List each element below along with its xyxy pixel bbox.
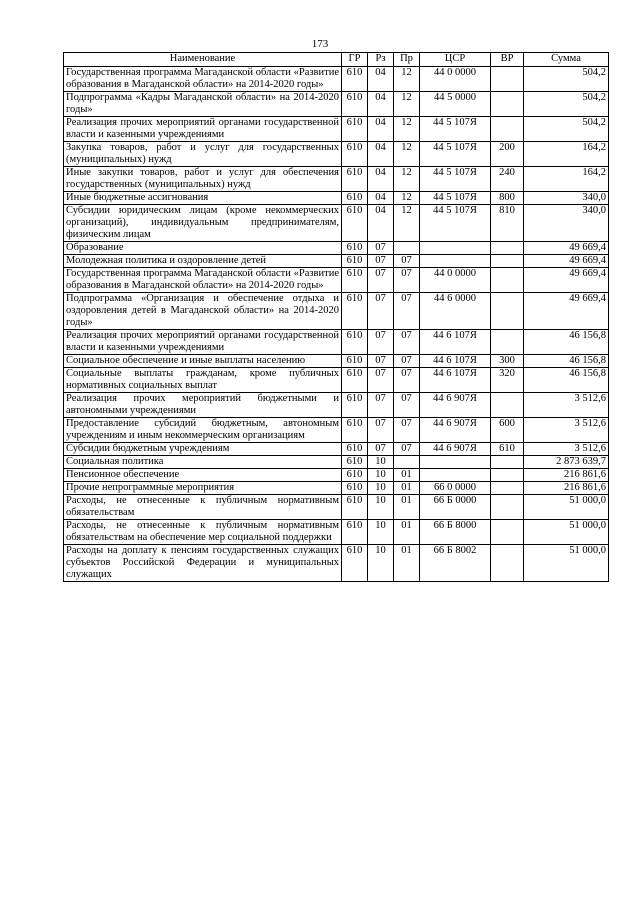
cell-vr bbox=[491, 520, 524, 545]
cell-gr: 610 bbox=[342, 495, 368, 520]
cell-sum: 504,2 bbox=[524, 117, 609, 142]
cell-gr: 610 bbox=[342, 167, 368, 192]
cell-csr: 44 6 107Я bbox=[420, 330, 491, 355]
cell-csr: 44 5 107Я bbox=[420, 142, 491, 167]
cell-pr: 12 bbox=[394, 67, 420, 92]
cell-name: Реализация прочих мероприятий органами государственной власти и казенными учреждениями bbox=[64, 117, 342, 142]
header-name: Наименование bbox=[64, 53, 342, 67]
cell-vr bbox=[491, 545, 524, 582]
cell-csr: 44 6 907Я bbox=[420, 393, 491, 418]
cell-csr: 44 6 107Я bbox=[420, 368, 491, 393]
cell-rz: 07 bbox=[368, 393, 394, 418]
cell-rz: 07 bbox=[368, 355, 394, 368]
cell-csr bbox=[420, 456, 491, 469]
cell-name: Пенсионное обеспечение bbox=[64, 469, 342, 482]
table-row bbox=[64, 418, 609, 443]
table-row bbox=[64, 142, 609, 167]
cell-gr: 610 bbox=[342, 520, 368, 545]
cell-pr: 12 bbox=[394, 205, 420, 242]
cell-pr: 12 bbox=[394, 192, 420, 205]
cell-vr bbox=[491, 495, 524, 520]
cell-pr: 07 bbox=[394, 293, 420, 330]
table-row bbox=[64, 192, 609, 205]
header-rz: Рз bbox=[368, 53, 394, 67]
cell-rz: 10 bbox=[368, 545, 394, 582]
cell-vr bbox=[491, 456, 524, 469]
cell-vr: 800 bbox=[491, 192, 524, 205]
cell-name: Субсидии бюджетным учреждениям bbox=[64, 443, 342, 456]
cell-rz: 10 bbox=[368, 520, 394, 545]
table-row bbox=[64, 355, 609, 368]
table-row bbox=[64, 456, 609, 469]
header-row bbox=[64, 53, 609, 67]
cell-sum: 49 669,4 bbox=[524, 293, 609, 330]
table-row bbox=[64, 255, 609, 268]
cell-pr: 07 bbox=[394, 393, 420, 418]
cell-name: Расходы, не отнесенные к публичным нормативным обязательствам на обеспечение мер социальной поддержки bbox=[64, 520, 342, 545]
cell-vr: 200 bbox=[491, 142, 524, 167]
cell-rz: 07 bbox=[368, 443, 394, 456]
cell-csr: 44 6 907Я bbox=[420, 443, 491, 456]
cell-rz: 04 bbox=[368, 67, 394, 92]
cell-csr: 44 5 107Я bbox=[420, 167, 491, 192]
cell-gr: 610 bbox=[342, 268, 368, 293]
cell-sum: 3 512,6 bbox=[524, 418, 609, 443]
cell-name: Государственная программа Магаданской области «Развитие образования в Магаданской области» на 2014-2020 годы» bbox=[64, 67, 342, 92]
cell-sum: 49 669,4 bbox=[524, 268, 609, 293]
cell-rz: 10 bbox=[368, 469, 394, 482]
cell-rz: 07 bbox=[368, 330, 394, 355]
cell-name: Подпрограмма «Кадры Магаданской области» на 2014-2020 годы» bbox=[64, 92, 342, 117]
cell-sum: 216 861,6 bbox=[524, 469, 609, 482]
cell-gr: 610 bbox=[342, 482, 368, 495]
cell-sum: 51 000,0 bbox=[524, 545, 609, 582]
cell-sum: 51 000,0 bbox=[524, 520, 609, 545]
cell-sum: 51 000,0 bbox=[524, 495, 609, 520]
cell-sum: 3 512,6 bbox=[524, 443, 609, 456]
cell-name: Прочие непрограммные мероприятия bbox=[64, 482, 342, 495]
cell-gr: 610 bbox=[342, 393, 368, 418]
cell-sum: 216 861,6 bbox=[524, 482, 609, 495]
cell-rz: 10 bbox=[368, 482, 394, 495]
table-row bbox=[64, 205, 609, 242]
table-row bbox=[64, 393, 609, 418]
cell-name: Молодежная политика и оздоровление детей bbox=[64, 255, 342, 268]
cell-name: Социальная политика bbox=[64, 456, 342, 469]
cell-pr: 07 bbox=[394, 330, 420, 355]
header-sum: Сумма bbox=[524, 53, 609, 67]
cell-sum: 46 156,8 bbox=[524, 355, 609, 368]
cell-pr: 01 bbox=[394, 495, 420, 520]
cell-sum: 164,2 bbox=[524, 167, 609, 192]
cell-pr: 01 bbox=[394, 520, 420, 545]
cell-gr: 610 bbox=[342, 443, 368, 456]
table-row bbox=[64, 92, 609, 117]
cell-rz: 04 bbox=[368, 117, 394, 142]
cell-rz: 04 bbox=[368, 167, 394, 192]
cell-csr: 44 5 0000 bbox=[420, 92, 491, 117]
table-row bbox=[64, 330, 609, 355]
table-row bbox=[64, 482, 609, 495]
cell-pr: 01 bbox=[394, 482, 420, 495]
cell-pr bbox=[394, 456, 420, 469]
table-row bbox=[64, 545, 609, 582]
cell-name: Закупка товаров, работ и услуг для государственных (муниципальных) нужд bbox=[64, 142, 342, 167]
cell-sum: 504,2 bbox=[524, 92, 609, 117]
cell-rz: 10 bbox=[368, 495, 394, 520]
cell-name: Реализация прочих мероприятий органами государственной власти и казенными учреждениями bbox=[64, 330, 342, 355]
cell-csr bbox=[420, 255, 491, 268]
table-row bbox=[64, 117, 609, 142]
cell-sum: 49 669,4 bbox=[524, 242, 609, 255]
cell-csr: 44 5 107Я bbox=[420, 192, 491, 205]
cell-pr: 07 bbox=[394, 255, 420, 268]
cell-name: Субсидии юридическим лицам (кроме некоммерческих организаций), индивидуальным предпринимателям, физическим лицам bbox=[64, 205, 342, 242]
cell-gr: 610 bbox=[342, 456, 368, 469]
cell-gr: 610 bbox=[342, 142, 368, 167]
cell-rz: 07 bbox=[368, 293, 394, 330]
cell-vr bbox=[491, 393, 524, 418]
cell-sum: 164,2 bbox=[524, 142, 609, 167]
table-row bbox=[64, 242, 609, 255]
cell-gr: 610 bbox=[342, 469, 368, 482]
cell-csr: 44 6 0000 bbox=[420, 293, 491, 330]
cell-rz: 07 bbox=[368, 268, 394, 293]
cell-sum: 3 512,6 bbox=[524, 393, 609, 418]
cell-name: Социальные выплаты гражданам, кроме публичных нормативных социальных выплат bbox=[64, 368, 342, 393]
table-body bbox=[64, 67, 609, 582]
cell-rz: 07 bbox=[368, 368, 394, 393]
table-row bbox=[64, 67, 609, 92]
cell-csr: 44 6 907Я bbox=[420, 418, 491, 443]
cell-name: Иные закупки товаров, работ и услуг для обеспечения государственных (муниципальных) нужд bbox=[64, 167, 342, 192]
cell-csr bbox=[420, 469, 491, 482]
cell-csr: 66 Б 8002 bbox=[420, 545, 491, 582]
cell-name: Образование bbox=[64, 242, 342, 255]
cell-sum: 46 156,8 bbox=[524, 368, 609, 393]
cell-sum: 46 156,8 bbox=[524, 330, 609, 355]
cell-gr: 610 bbox=[342, 355, 368, 368]
cell-gr: 610 bbox=[342, 67, 368, 92]
cell-pr bbox=[394, 242, 420, 255]
cell-sum: 504,2 bbox=[524, 67, 609, 92]
page-number: 173 bbox=[311, 38, 329, 50]
cell-gr: 610 bbox=[342, 117, 368, 142]
cell-pr: 12 bbox=[394, 167, 420, 192]
cell-vr bbox=[491, 268, 524, 293]
cell-csr: 44 0 0000 bbox=[420, 268, 491, 293]
cell-csr: 44 5 107Я bbox=[420, 205, 491, 242]
cell-csr: 66 Б 8000 bbox=[420, 520, 491, 545]
cell-vr bbox=[491, 255, 524, 268]
cell-gr: 610 bbox=[342, 368, 368, 393]
cell-gr: 610 bbox=[342, 205, 368, 242]
cell-name: Социальное обеспечение и иные выплаты населению bbox=[64, 355, 342, 368]
cell-pr: 12 bbox=[394, 142, 420, 167]
cell-vr: 240 bbox=[491, 167, 524, 192]
cell-vr bbox=[491, 92, 524, 117]
cell-rz: 07 bbox=[368, 242, 394, 255]
cell-csr: 66 Б 0000 bbox=[420, 495, 491, 520]
cell-sum: 340,0 bbox=[524, 192, 609, 205]
cell-vr bbox=[491, 242, 524, 255]
header-csr: ЦСР bbox=[420, 53, 491, 67]
cell-name: Реализация прочих мероприятий бюджетными и автономными учреждениями bbox=[64, 393, 342, 418]
cell-rz: 07 bbox=[368, 418, 394, 443]
cell-name: Расходы, не отнесенные к публичным нормативным обязательствам bbox=[64, 495, 342, 520]
header-gr: ГР bbox=[342, 53, 368, 67]
cell-pr: 07 bbox=[394, 268, 420, 293]
cell-rz: 10 bbox=[368, 456, 394, 469]
cell-vr: 810 bbox=[491, 205, 524, 242]
cell-sum: 2 873 639,7 bbox=[524, 456, 609, 469]
cell-vr bbox=[491, 482, 524, 495]
header-vr: ВР bbox=[491, 53, 524, 67]
cell-vr: 300 bbox=[491, 355, 524, 368]
cell-vr: 610 bbox=[491, 443, 524, 456]
table-row bbox=[64, 495, 609, 520]
cell-name: Иные бюджетные ассигнования bbox=[64, 192, 342, 205]
cell-name: Подпрограмма «Организация и обеспечение отдыха и оздоровления детей в Магаданской области» на 2014-2020 годы» bbox=[64, 293, 342, 330]
cell-vr: 600 bbox=[491, 418, 524, 443]
cell-gr: 610 bbox=[342, 545, 368, 582]
budget-table bbox=[63, 52, 609, 582]
cell-vr bbox=[491, 330, 524, 355]
table-row bbox=[64, 368, 609, 393]
cell-gr: 610 bbox=[342, 255, 368, 268]
table-header bbox=[64, 53, 609, 67]
cell-vr bbox=[491, 469, 524, 482]
cell-name: Государственная программа Магаданской области «Развитие образования в Магаданской области» на 2014-2020 годы» bbox=[64, 268, 342, 293]
cell-vr bbox=[491, 117, 524, 142]
cell-gr: 610 bbox=[342, 418, 368, 443]
cell-csr: 44 5 107Я bbox=[420, 117, 491, 142]
cell-rz: 04 bbox=[368, 205, 394, 242]
table-row bbox=[64, 167, 609, 192]
table-row bbox=[64, 443, 609, 456]
cell-sum: 340,0 bbox=[524, 205, 609, 242]
cell-pr: 07 bbox=[394, 418, 420, 443]
table-row bbox=[64, 268, 609, 293]
cell-pr: 01 bbox=[394, 469, 420, 482]
table-row bbox=[64, 293, 609, 330]
cell-name: Предоставление субсидий бюджетным, автономным учреждениям и иным некоммерческим организациям bbox=[64, 418, 342, 443]
cell-vr bbox=[491, 293, 524, 330]
cell-csr: 44 6 107Я bbox=[420, 355, 491, 368]
cell-sum: 49 669,4 bbox=[524, 255, 609, 268]
cell-pr: 01 bbox=[394, 545, 420, 582]
cell-gr: 610 bbox=[342, 293, 368, 330]
cell-vr bbox=[491, 67, 524, 92]
cell-csr: 44 0 0000 bbox=[420, 67, 491, 92]
table-row bbox=[64, 469, 609, 482]
header-pr: Пр bbox=[394, 53, 420, 67]
cell-rz: 04 bbox=[368, 192, 394, 205]
cell-gr: 610 bbox=[342, 92, 368, 117]
cell-csr bbox=[420, 242, 491, 255]
cell-name: Расходы на доплату к пенсиям государственных служащих субъектов Российской Федерации и муниципальных служащих bbox=[64, 545, 342, 582]
cell-pr: 07 bbox=[394, 368, 420, 393]
cell-vr: 320 bbox=[491, 368, 524, 393]
cell-pr: 07 bbox=[394, 443, 420, 456]
cell-pr: 07 bbox=[394, 355, 420, 368]
cell-pr: 12 bbox=[394, 92, 420, 117]
cell-rz: 07 bbox=[368, 255, 394, 268]
cell-rz: 04 bbox=[368, 92, 394, 117]
cell-rz: 04 bbox=[368, 142, 394, 167]
cell-csr: 66 0 0000 bbox=[420, 482, 491, 495]
cell-gr: 610 bbox=[342, 192, 368, 205]
cell-pr: 12 bbox=[394, 117, 420, 142]
cell-gr: 610 bbox=[342, 242, 368, 255]
table-row bbox=[64, 520, 609, 545]
cell-gr: 610 bbox=[342, 330, 368, 355]
